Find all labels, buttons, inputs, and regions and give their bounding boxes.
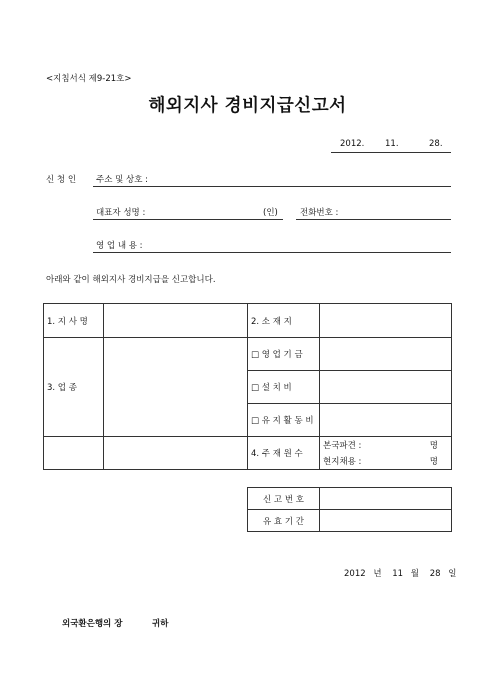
statement-text: 아래와 같이 해외지사 경비지급을 신고합니다. [46,275,216,285]
business-type-cell[interactable] [104,338,248,437]
page-title: 해외지사 경비지급신고서 [148,96,347,116]
report-table [43,303,452,470]
bottom-date-month-unit: 월 [410,569,420,579]
staff-count-label: 4. 주 재 원 수 [248,437,320,470]
bottom-date [344,567,456,579]
bottom-date-month: 11 [392,569,404,579]
report-number-cell[interactable] [320,488,452,510]
maintenance-cell[interactable] [320,404,452,437]
bottom-date-day-unit: 일 [448,569,457,579]
setup-cost-cell[interactable] [320,371,452,404]
date-year: 2012. [340,139,365,149]
bottom-date-year-unit: 년 [373,569,382,579]
address-field[interactable] [93,186,451,187]
bottom-date-year: 2012 [344,569,366,579]
bottom-date-day: 28 [429,569,441,579]
location-cell[interactable] [320,304,452,338]
branch-name-cell[interactable] [104,304,248,338]
applicant-label: 신 청 인 [46,175,77,185]
location-label: 2. 소 재 지 [248,304,320,338]
branch-name-label: 1. 지 사 명 [44,304,104,338]
business-content-label: 영 업 내 용 : [96,241,143,251]
report-number-label: 신 고 번 호 [248,488,320,510]
validity-period-label: 유 효 기 간 [248,510,320,532]
dispatched-label: 본국파견 : [323,441,362,451]
seal-mark: (인) [263,208,278,218]
business-type-label: 3. 업 종 [44,338,104,437]
date-month: 11. [385,139,399,149]
local-label: 현지채용 : [323,457,362,467]
validity-period-cell[interactable] [320,510,452,532]
report-box [247,487,452,532]
form-code: <지침서식 제9-21호> [46,74,132,84]
empty-value-cell [104,437,248,470]
dispatched-unit: 명 [429,441,438,451]
business-content-field[interactable] [93,252,451,253]
date-day: 28. [429,139,443,149]
phone-label: 전화번호 : [300,208,339,218]
address-label: 주소 및 상호 : [96,175,149,185]
expense-item-setup-cost[interactable]: □ 설 치 비 [248,371,320,404]
business-fund-cell[interactable] [320,338,452,371]
expense-item-business-fund[interactable]: □ 영 업 기 금 [248,338,320,371]
staff-row-dispatched [323,439,448,451]
staff-row-local [323,455,448,467]
recipient-honorific: 귀하 [152,619,169,629]
expense-item-maintenance[interactable]: □ 유 지 활 동 비 [248,404,320,437]
staff-count-cell[interactable] [320,437,452,470]
rep-name-label: 대표자 성명 : [96,208,146,218]
empty-label-cell [44,437,104,470]
local-unit: 명 [429,457,438,467]
recipient-bank: 외국환은행의 장 [62,619,123,629]
date-underline [331,152,451,153]
phone-field[interactable] [296,219,451,220]
rep-name-field[interactable] [93,219,283,220]
